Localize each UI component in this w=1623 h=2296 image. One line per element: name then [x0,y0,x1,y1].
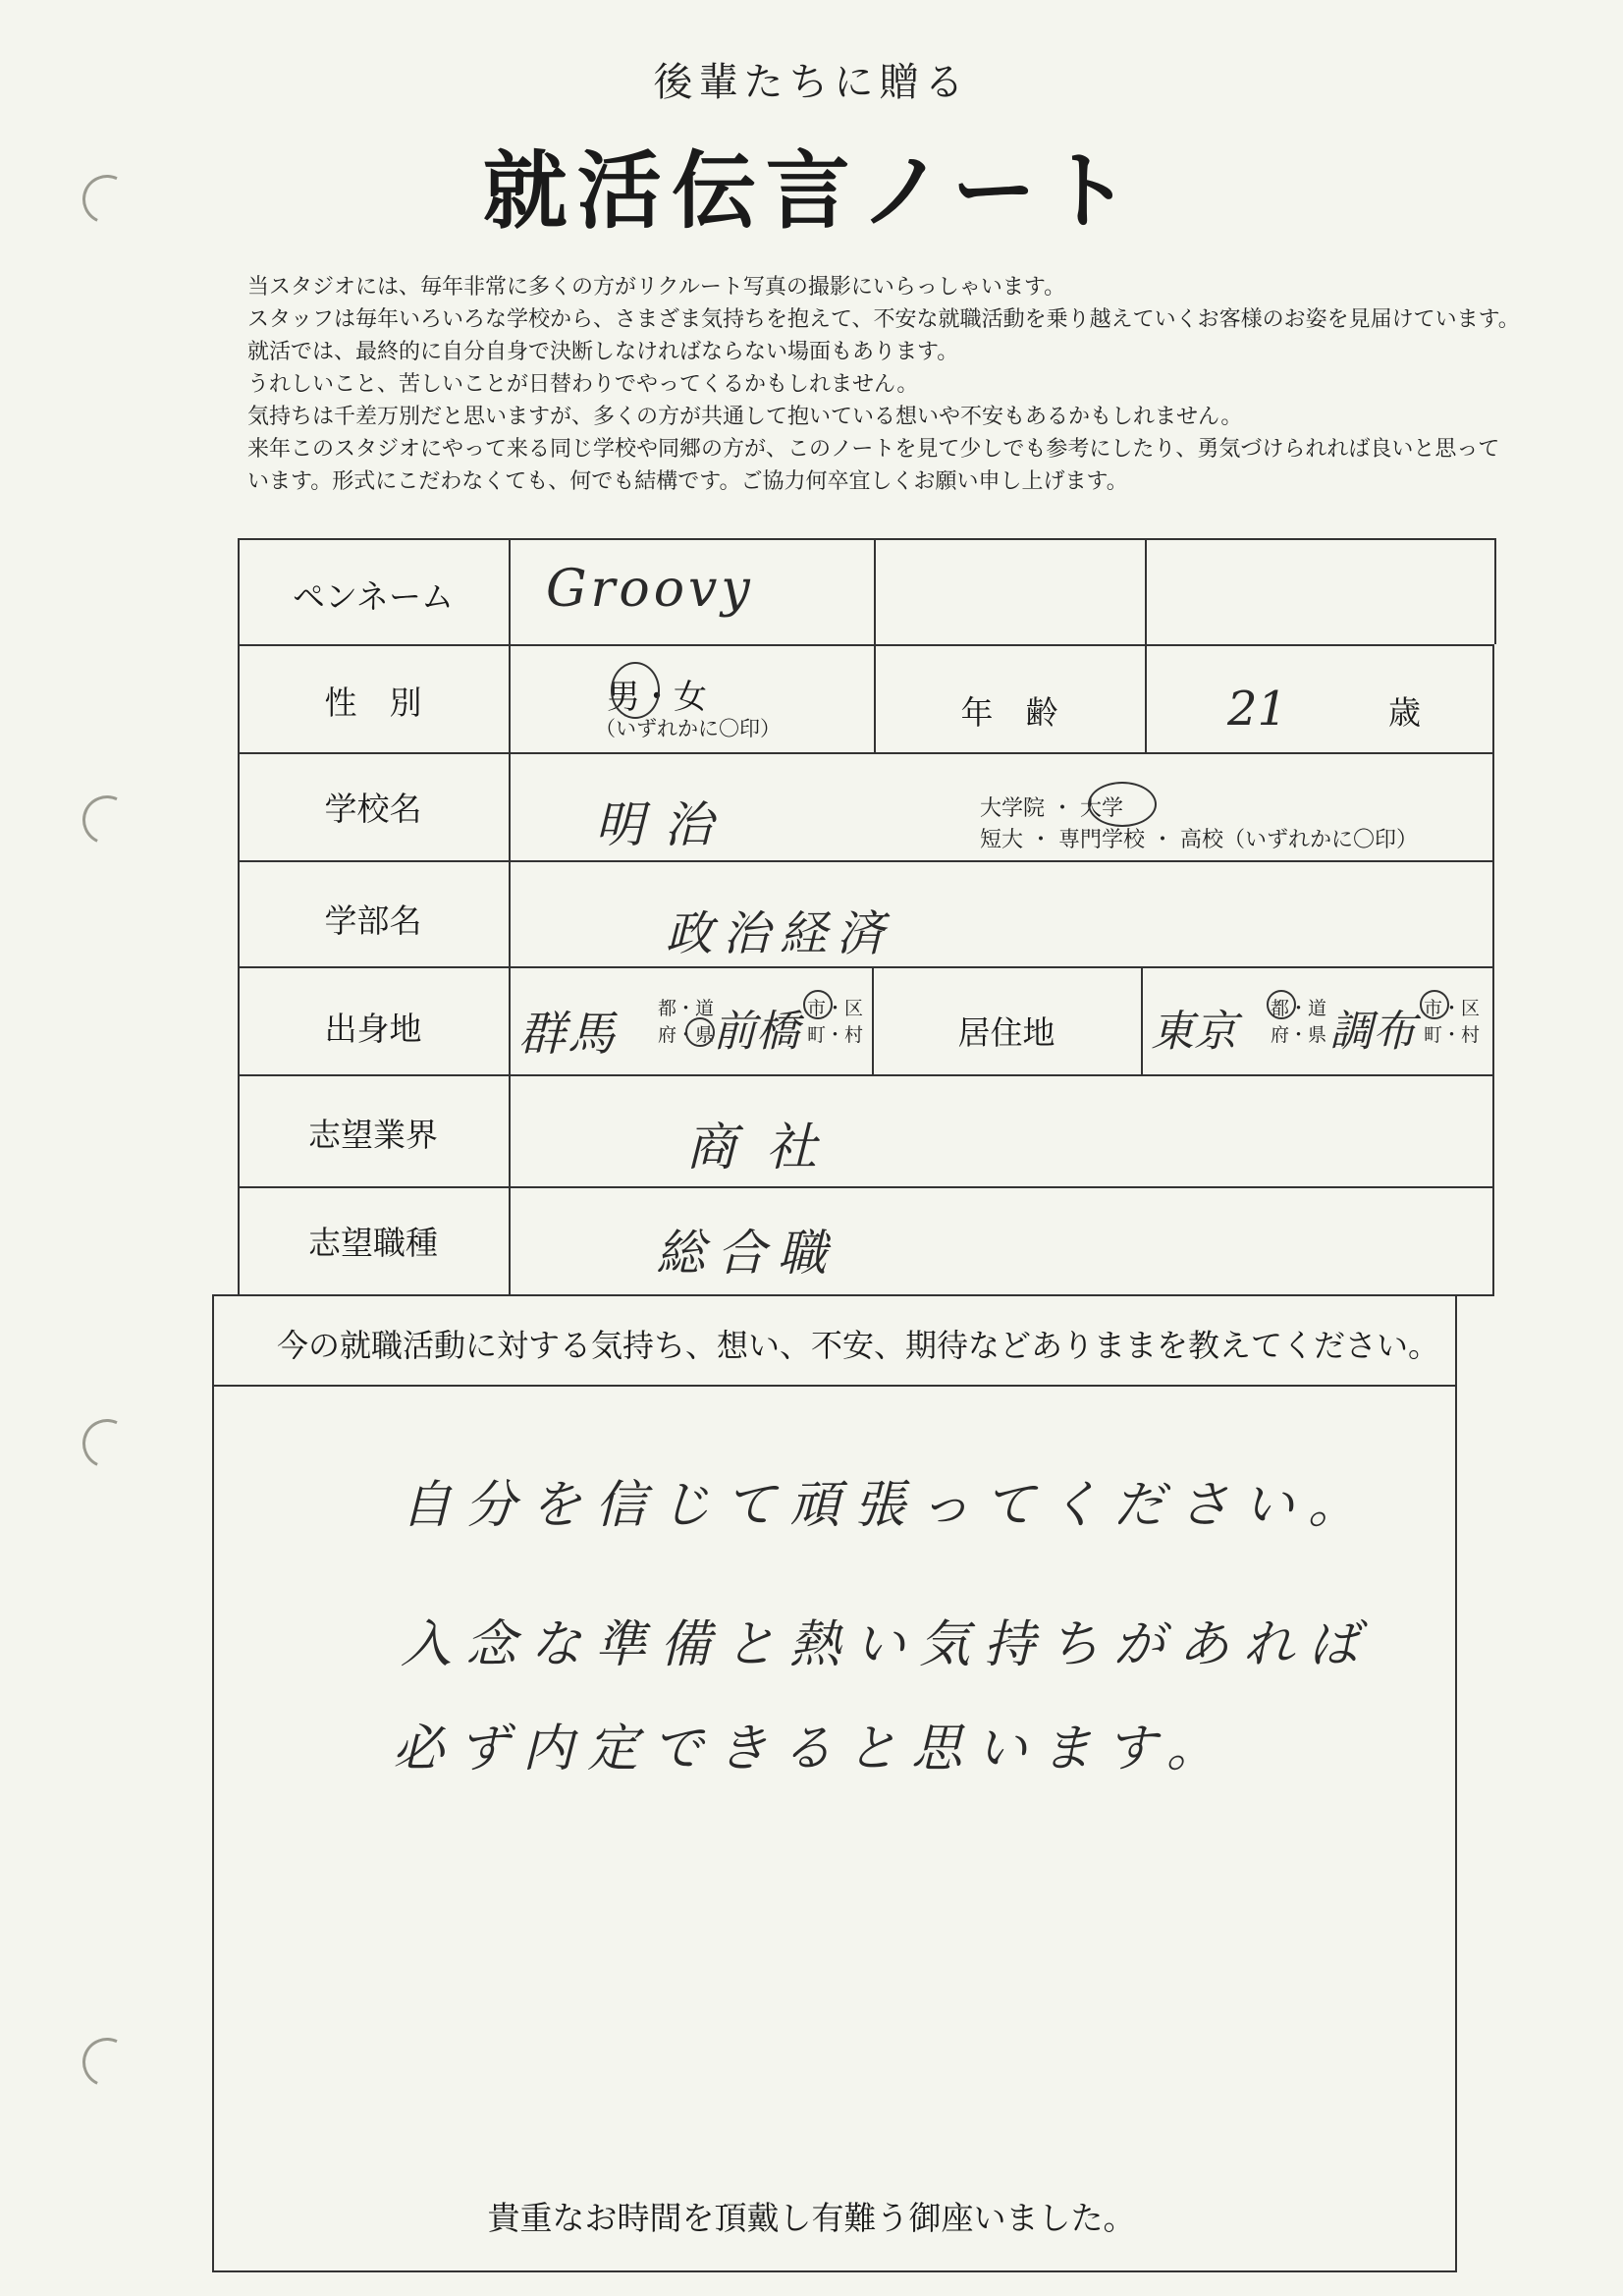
residence-pref-units-top: 都・道 [1271,998,1327,1019]
selected-residence-pref-circle [1267,990,1296,1019]
industry-label: 志望業界 [308,1116,438,1154]
message-line: 入念な準備と熱い気持ちがあれば [401,1615,1374,1674]
binder-hole [76,789,138,851]
page-title: 就活伝言ノート [482,142,1141,241]
intro-line: 気持ちは千差万別だと思いますが、多くの方が共通して抱いている想いや不安もあるかもしれません。 [247,405,1243,429]
age-label: 年 齢 [960,693,1058,732]
selected-city-circle [803,990,833,1019]
footer-thanks: 貴重なお時間を頂戴し有難う御座いました。 [487,2199,1136,2237]
message-line: 自分を信じて頑張ってください。 [401,1476,1374,1535]
school-type-line1: 大学院 ・ 大学 [980,796,1123,821]
pen-name-label: ペンネーム [292,577,454,616]
selected-university-circle [1088,782,1157,827]
intro-line: 来年このスタジオにやって来る同じ学校や同郷の方が、このノートを見て少しでも参考にしたり、勇気づけられれば良いと思って [247,437,1500,462]
selected-residence-city-circle [1420,990,1449,1019]
hometown-pref-units-top: 都・道 [658,998,715,1019]
hometown-label: 出身地 [324,1010,422,1048]
residence-city: 調布 [1329,1007,1416,1057]
intro-line: うれしいこと、苦しいことが日替わりでやってくるかもしれません。 [247,372,919,397]
hometown-city-units-top: 市・区 [807,998,864,1019]
gender-separator: ・ [640,678,674,717]
age-unit: 歳 [1388,693,1421,732]
message-prompt: 今の就職活動に対する気持ち、想い、不安、期待などありままを教えてください。 [277,1327,1440,1364]
intro-line: スタッフは毎年いろいろな学校から、さまざま気持ちを抱えて、不安な就職活動を乗り越えていくお客様のお姿を見届けています。 [247,307,1520,332]
gender-note: （いずれかに〇印） [595,717,781,740]
selected-male-circle [611,662,660,719]
school-value: 明治 [595,796,732,853]
intro-line: 就活では、最終的に自分自身で決断しなければならない場面もあります。 [247,340,959,364]
job-label: 志望職種 [308,1224,438,1262]
school-label: 学校名 [324,790,422,828]
hometown-city-units-bottom: 町・村 [807,1024,864,1046]
residence-prefecture: 東京 [1151,1007,1237,1057]
hometown-city: 前橋 [713,1007,799,1057]
residence-label: 居住地 [957,1013,1055,1052]
residence-city-units-top: 市・区 [1424,998,1481,1019]
hometown-pref-units-bottom: 府・県 [658,1024,715,1046]
binder-hole [76,1412,138,1475]
survey-form [234,538,1494,2274]
intro-line: います。形式にこだわなくても、何でも結構です。ご協力何卒宜しくお願い申し上げます。 [247,469,1128,494]
binder-hole [76,2031,138,2094]
school-type-line2: 短大 ・ 専門学校 ・ 高校（いずれかに〇印） [980,828,1418,852]
subtitle: 後輩たちに贈る [653,60,970,105]
industry-value: 商社 [685,1119,847,1177]
job-value: 総合職 [656,1225,839,1282]
pen-name-value: Groovy [546,560,754,619]
gender-label: 性 別 [324,683,422,722]
residence-city-units-bottom: 町・村 [1424,1024,1481,1046]
gender-female: 女 [674,678,707,717]
intro-line: 当スタジオには、毎年非常に多くの方がリクルート写真の撮影にいらっしゃいます。 [247,275,1066,300]
residence-pref-units-bottom: 府・県 [1271,1024,1327,1046]
selected-prefecture-circle [685,1017,715,1047]
age-value: 21 [1227,682,1288,737]
faculty-value: 政治経済 [666,906,894,961]
hometown-prefecture: 群馬 [518,1007,618,1062]
message-line: 必ず内定できると思います。 [393,1720,1231,1778]
faculty-label: 学部名 [324,902,422,940]
intro-text [247,271,1602,498]
gender-male: 男 [607,678,640,717]
